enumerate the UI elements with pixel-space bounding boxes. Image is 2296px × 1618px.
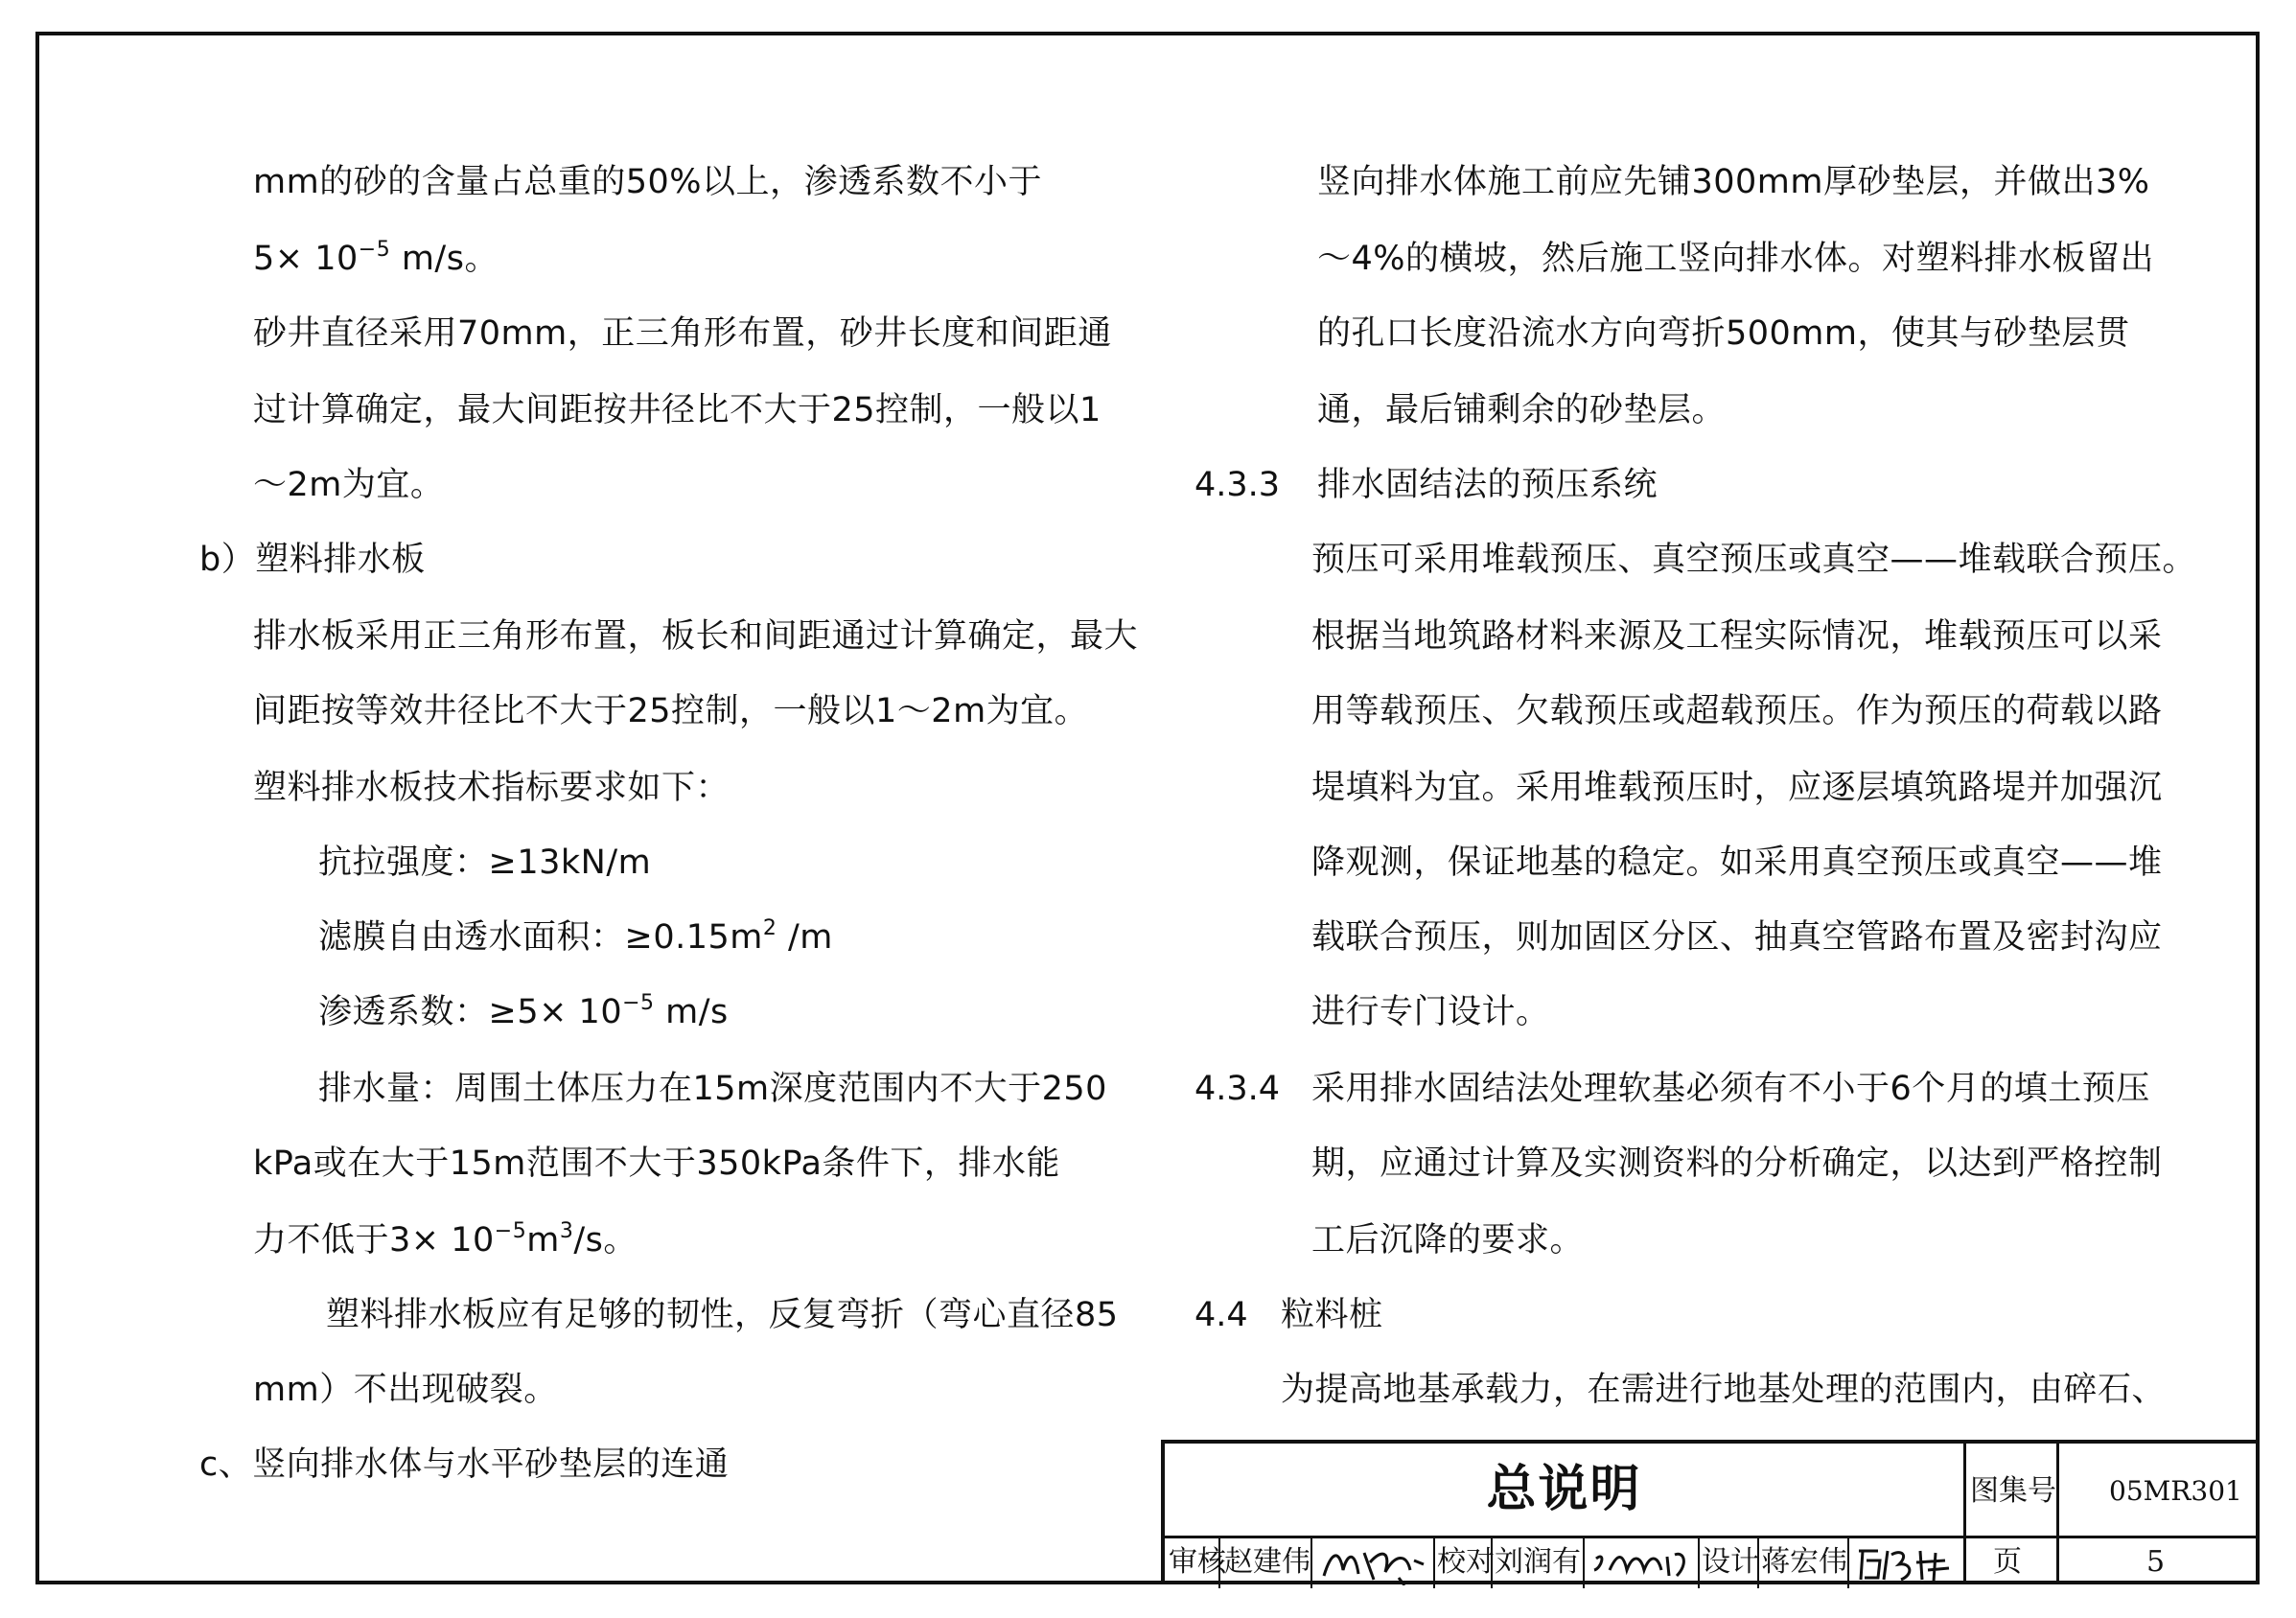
left-line-1: mm的砂的含量占总重的50%以上，渗透系数不小于 (253, 163, 1042, 201)
left-line-7: 间距按等效井径比不大于25控制，一般以1～2m为宜。 (253, 692, 1089, 730)
checker-name: 刘润有 (1495, 1545, 1581, 1579)
atlas-number: 05MR301 (2109, 1475, 2242, 1507)
title-block-divider (1165, 1536, 2260, 1538)
page-number: 5 (2146, 1545, 2166, 1579)
review-label: 审核 (1169, 1545, 1226, 1579)
left-line-6: 排水板采用正三角形布置，板长和间距通过计算确定，最大 (253, 617, 1139, 656)
right-line-7: 用等载预压、欠载预压或超载预压。作为预压的荷载以路 (1311, 692, 2163, 730)
left-line-5: ～2m为宜。 (253, 466, 445, 504)
heading-c: c、竖向排水体与水平砂垫层的连通 (199, 1445, 730, 1484)
left-line-4: 过计算确定，最大间距按井径比不大于25控制，一般以1 (253, 391, 1102, 429)
design-label: 设计 (1702, 1545, 1759, 1579)
designer-signature (1853, 1541, 1959, 1585)
right-line-9: 降观测，保证地基的稳定。如采用真空预压或真空——堆 (1311, 844, 2163, 882)
section-4-4-number: 4.4 (1194, 1296, 1248, 1334)
checker-signature (1589, 1541, 1694, 1585)
heading-b: b）塑料排水板 (199, 541, 426, 579)
designer-name: 蒋宏伟 (1761, 1545, 1847, 1579)
atlas-number-label: 图集号 (1970, 1474, 2056, 1508)
right-line-3: 的孔口长度沿流水方向弯折500mm，使其与砂垫层贯 (1317, 314, 2130, 353)
title-block (1161, 1440, 2260, 1584)
spec-discharge-3: 力不低于$3\times 10^{-5}m^3/s$。 (253, 1219, 638, 1260)
left-line-2: $5\times 10^{-5}$ m/s。 (253, 238, 499, 278)
left-line-8: 塑料排水板技术指标要求如下： (253, 769, 731, 807)
right-line-4: 通，最后铺剩余的砂垫层。 (1317, 391, 1727, 429)
section-4-3-4-line-2: 期，应通过计算及实测资料的分析确定，以达到严格控制 (1311, 1144, 2163, 1183)
spec-filter-area: 滤膜自由透水面积：$\ge 0.15m^2$ /m (318, 916, 833, 957)
reviewer-name: 赵建伟 (1224, 1545, 1310, 1579)
left-line-3: 砂井直径采用70mm，正三角形布置，砂井长度和间距通 (253, 314, 1112, 353)
spec-permeability: 渗透系数：$\ge 5\times 10^{-5}$ m/s (318, 991, 729, 1031)
spec-discharge: 排水量：周围土体压力在15m深度范围内不大于250 (318, 1070, 1107, 1108)
check-label: 校对 (1437, 1545, 1495, 1579)
right-line-2: ～4%的横坡，然后施工竖向排水体。对塑料排水板留出 (1317, 240, 2155, 278)
tb-sep-3 (1433, 1536, 1435, 1588)
right-line-8: 堤填料为宜。采用堆载预压时，应逐层填筑路堤并加强沉 (1311, 769, 2163, 807)
spec-tensile: 抗拉强度：≥13kN/m (318, 844, 652, 882)
section-4-3-4-line-3: 工后沉降的要求。 (1311, 1221, 1585, 1260)
tb-sep-2 (1310, 1536, 1312, 1588)
title-block-vline-2 (2056, 1444, 2059, 1584)
right-line-12: 为提高地基承载力，在需进行地基处理的范围内，由碎石、 (1281, 1371, 2167, 1409)
section-4-3-3-number: 4.3.3 (1194, 466, 1281, 504)
right-line-1: 竖向排水体施工前应先铺300mm厚砂垫层，并做出3% (1317, 163, 2150, 201)
right-line-5: 预压可采用堆载预压、真空预压或真空——堆载联合预压。 (1311, 541, 2197, 579)
left-line-9: 塑料排水板应有足够的韧性，反复弯折（弯心直径85 (326, 1296, 1119, 1334)
right-line-11: 进行专门设计。 (1311, 993, 1550, 1031)
section-4-3-3-title: 排水固结法的预压系统 (1317, 466, 1658, 504)
spec-discharge-2: kPa或在大于15m范围不大于350kPa条件下，排水能 (253, 1144, 1060, 1183)
title-block-vline-1 (1963, 1444, 1966, 1584)
tb-sep-6 (1698, 1536, 1700, 1588)
section-4-3-4-number: 4.3.4 (1194, 1070, 1281, 1108)
section-4-3-4-line-1: 采用排水固结法处理软基必须有不小于6个月的填土预压 (1311, 1070, 2150, 1108)
drawing-title: 总说明 (1486, 1461, 1642, 1518)
reviewer-signature (1318, 1541, 1429, 1585)
page-label: 页 (1993, 1545, 2022, 1579)
right-line-6: 根据当地筑路材料来源及工程实际情况，堆载预压可以采 (1311, 617, 2163, 656)
section-4-4-title: 粒料桩 (1281, 1296, 1383, 1334)
left-line-10: mm）不出现破裂。 (253, 1371, 558, 1409)
tb-sep-8 (1847, 1536, 1849, 1588)
tb-sep-5 (1583, 1536, 1585, 1588)
right-line-10: 载联合预压，则加固区分区、抽真空管路布置及密封沟应 (1311, 918, 2163, 957)
